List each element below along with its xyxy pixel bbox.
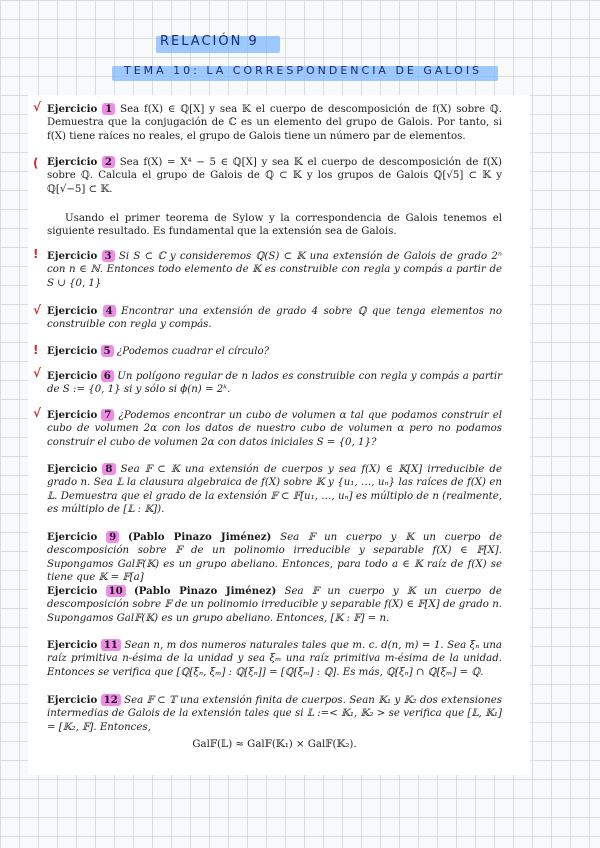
exercise-text: ¿Podemos encontrar un cubo de volumen α tal que podamos construir el cubo de volumen 2α con los datos de nuestro cubo de volumen α pero no podamos construir el cubo de volumen 2α con datos iniciales S = {0, 1}? — [47, 410, 502, 448]
exercise-number: 11 — [101, 639, 121, 651]
exercise-label: Ejercicio — [47, 531, 98, 543]
handwritten-title: RELACIÓN 9 — [160, 34, 259, 49]
exercise-10 — [47, 585, 502, 625]
exercise-1 — [47, 103, 502, 143]
exercise-text: Sea f(X) = X⁴ − 5 ∈ ℚ[X] y sea 𝕂 el cuerpo de descomposición de f(X) sobre ℚ. Calcula el grupo de Galois de ℚ ⊂ 𝕂 y los grupos de Galois ℚ[√5] ⊂ 𝕂 y ℚ[√−5] ⊂ 𝕂. — [47, 157, 502, 195]
exercise-text: Sea 𝔽 ⊂ 𝕂 una extensión de cuerpos y sea f(X) ∈ 𝕂[X] irreducible de grado n. Sea 𝕃 la clausura algebraica de f(X) sobre 𝕂 y {u₁, …, uₙ} las raíces de f(X) en 𝕃. Demuestra que el grado de la extensión 𝔽 ⊂ 𝔽[u₁, …, uₙ] es múltiplo de n (realmente, es múltiplo de [𝕃 : 𝕂]). — [47, 464, 502, 516]
exercise-9 — [47, 531, 502, 585]
exercise-number: 2 — [102, 156, 115, 168]
exercise-number: 3 — [102, 250, 115, 262]
exercise-label: Ejercicio — [47, 345, 98, 357]
tick-mark: √ — [33, 100, 42, 114]
exercise-number: 8 — [102, 463, 115, 475]
exercise-number: 12 — [101, 694, 121, 706]
exercise-7 — [47, 409, 502, 449]
tick-mark: ( — [33, 156, 39, 170]
exercise-number: 1 — [102, 103, 115, 115]
handwritten-subtitle: TEMA 10: LA CORRESPONDENCIA DE GALOIS — [124, 64, 483, 77]
exercise-author: (Pablo Pinazo Jiménez) — [133, 585, 277, 597]
tick-mark: ! — [33, 247, 39, 261]
exercise-text: Sea 𝔽 un cuerpo y 𝕂 un cuerpo de descomposición sobre 𝔽 de un polinomio irreducible y separable f(X) ∈ 𝔽[X] de grado n. Supongamos Gal𝔽(𝕂) es un grupo abeliano. Entonces, [𝕂 : 𝔽] = n. — [47, 586, 502, 624]
exercise-5 — [47, 345, 502, 358]
exercise-label: Ejercicio — [47, 639, 98, 651]
exercise-number: 4 — [103, 305, 116, 317]
final-formula: Gal𝔽(𝕃) ≈ Gal𝔽(𝕂₁) × Gal𝔽(𝕂₂). — [192, 739, 357, 750]
exercise-text: Sea f(X) ∈ ℚ[X] y sea 𝕂 el cuerpo de descomposición de f(X) sobre ℚ. Demuestra que la conjugación de ℂ es un elemento del grupo de Galois. Por tanto, si f(X) tiene raíces no reales, el grupo de Galois tiene un número par de elementos. — [47, 104, 502, 142]
exercise-2 — [47, 156, 502, 196]
exercise-label: Ejercicio — [47, 103, 98, 115]
exercise-text: Sea 𝔽 ⊂ 𝕋 una extensión finita de cuerpos. Sean 𝕂₁ y 𝕂₂ dos extensiones intermedias de Galois de la extensión tales que si 𝕃 :=< 𝕂₁, 𝕂₂ > se verifica que [𝕃, 𝕂₁] = [𝕂₂, 𝔽]. Entonces, — [47, 695, 502, 733]
exercise-label: Ejercicio — [47, 585, 98, 597]
tick-mark: ! — [33, 343, 39, 357]
exercise-label: Ejercicio — [47, 370, 98, 382]
exercise-number: 5 — [101, 345, 114, 357]
exercise-4 — [47, 305, 502, 332]
exercise-12 — [47, 694, 502, 734]
exercise-label: Ejercicio — [47, 250, 98, 262]
exercise-text: Encontrar una extensión de grado 4 sobre ℚ que tenga elementos no construible con regla y compás. — [47, 306, 502, 331]
exercise-text: ¿Podemos cuadrar el círculo? — [116, 346, 270, 357]
exercise-text: Sean n, m dos numeros naturales tales que m. c. d(n, m) = 1. Sea ξₙ una raíz primitiva n-ésima de la unidad y sea ξₘ una raíz primitiva m-ésima de la unidad. Entonces se verifica que [ℚ[ξₙ, ξₘ] : ℚ[ξₙ]] = [ℚ[ξₘ] : ℚ]. Es más, ℚ[ξₙ] ∩ ℚ[ξₘ] = ℚ. — [47, 640, 502, 678]
exercise-number: 10 — [106, 585, 126, 597]
exercise-number: 7 — [101, 409, 114, 421]
exercise-label: Ejercicio — [47, 305, 98, 317]
exercise-text: Sea 𝔽 un cuerpo y 𝕂 un cuerpo de descomposición sobre 𝔽 de un polinomio irreducible y separable f(X) ∈ 𝔽[X]. Supongamos Gal𝔽(𝕂) es un grupo abeliano. Entonces, para todo a ∈ 𝕂 raíz de f(X) se tiene que 𝕂 = 𝔽[a] — [47, 532, 502, 584]
tick-mark: √ — [33, 406, 42, 420]
exercise-label: Ejercicio — [47, 463, 98, 475]
tick-mark: √ — [33, 366, 42, 380]
exercise-author: (Pablo Pinazo Jiménez) — [127, 531, 272, 543]
intro-paragraph: Usando el primer teorema de Sylow y la correspondencia de Galois tenemos el siguiente resultado. Es fundamental que la extensión sea de Galois. — [47, 213, 502, 238]
exercise-6 — [47, 370, 502, 397]
exercise-text: Un polígono regular de n lados es construible con regla y compás a partir de S := {0, 1} si y sólo si ϕ(n) = 2ᵏ. — [47, 371, 502, 396]
exercise-label: Ejercicio — [47, 156, 98, 168]
exercise-label: Ejercicio — [47, 694, 98, 706]
exercise-11 — [47, 639, 502, 679]
tick-mark: √ — [33, 303, 42, 317]
exercise-label: Ejercicio — [47, 409, 98, 421]
exercise-8 — [47, 463, 502, 517]
exercise-number: 9 — [106, 531, 119, 543]
exercise-3 — [47, 250, 502, 290]
exercise-text: Si S ⊂ ℂ y consideremos ℚ(S) ⊂ 𝕂 una extensión de Galois de grado 2ⁿ con n ∈ ℕ. Entonces todo elemento de 𝕂 es construible con regla y compás a partir de S ∪ {0, 1} — [47, 251, 502, 289]
exercise-number: 6 — [101, 370, 114, 382]
